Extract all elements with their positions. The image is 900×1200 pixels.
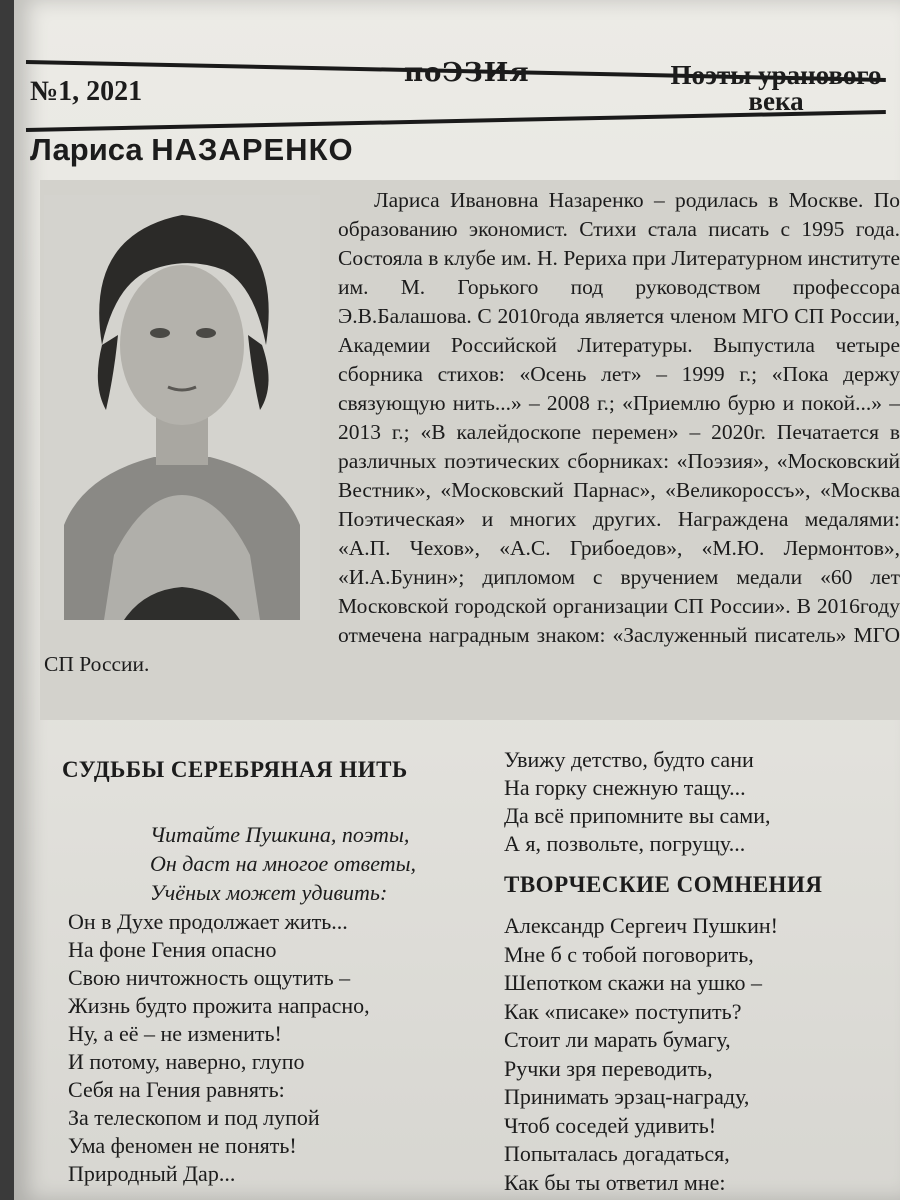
poem-line: Ну, а её – не изменить! (68, 1021, 282, 1046)
poem-line: И потому, наверно, глупо (68, 1049, 305, 1074)
poem-line: На горку снежную тащу... (504, 775, 746, 800)
poem2-text (504, 912, 900, 1197)
poem-line: Принимать эрзац-награду, (504, 1084, 750, 1109)
issue-number: №1, 2021 (30, 76, 143, 107)
author-surname: НАЗАРЕНКО (151, 132, 354, 167)
bio-paragraph: Лариса Ивановна Назаренко – родилась в Москве. По образованию экономист. Стихи стала писать с 1995 года. Состояла в клубе им. Н. Рериха при Литературном институте им. М. Горького под руководством профессора Э.В.Балашова. С 2010года является членом МГО СП России, Академии Российской Литературы. Выпустила четыре сборника стихов: «Осень лет» – 1999 г.; «Пока держу связующую нить...» – 2008 г.; «Приемлю бурю и покой...» – 2013 г.; «В калейдоскопе перемен» – 2020г. Печатается в различных поэтических сборниках: «Поэзия», «Московский Вестник», «Московский Парнас», «Великороссъ», «Москва Поэтическая» и многих других. Награждена медалями: «А.П. Чехов», «А.С. Грибоедов», «М.Ю. Лермонтов», «И.А.Бунин»; дипломом с вручением медали «60 лет Московской городской организации СП России». В 2016году отмечена наградным знаком: «Заслуженный писатель» МГО СП России. (44, 188, 900, 676)
poem-line: За телескопом и под лупой (68, 1105, 320, 1130)
poem-line: Мне б с тобой поговорить, (504, 941, 754, 967)
poem-line: Да всё припомните вы сами, (504, 803, 771, 828)
poem-line: Шепотком скажи на ушко – (504, 970, 763, 995)
poem-line: Увижу детство, будто сани (504, 747, 754, 772)
author-first-name: Лариса (30, 132, 143, 167)
series-title: Поэты уранового века (670, 60, 882, 116)
poem-line: Александр Сергеич Пушкин! (504, 913, 778, 938)
epigraph-line: Он даст на многое ответы, (150, 851, 416, 876)
photo-spacer (44, 186, 338, 622)
poem-line: А я, позвольте, погрущу... (504, 831, 746, 856)
poem-line: Ума феномен не понять! (68, 1133, 297, 1158)
poem2-title: ТВОРЧЕСКИЕ СОМНЕНИЯ (504, 872, 823, 897)
poem-line: Чтоб соседей удивить! (504, 1112, 717, 1138)
poem-line: На фоне Гения опасно (68, 937, 277, 962)
poem-line: Как «писаке» поступить? (504, 998, 742, 1024)
section-name: поЭЗИя (404, 58, 530, 88)
epigraph-line: Читайте Пушкина, поэты, (150, 822, 410, 847)
poem-line: Стоит ли марать бумагу, (504, 1027, 731, 1052)
poem-line: Природный Дар... (68, 1161, 236, 1186)
poem-line: Он в Духе продолжает жить... (68, 909, 348, 934)
poem-line: Жизнь будто прожита напрасно, (68, 993, 370, 1018)
author-name (30, 132, 354, 168)
bio-text (44, 186, 900, 679)
poem1-epigraph (150, 820, 490, 907)
epigraph-line: Учёных может удивить: (150, 880, 388, 905)
poem1-title: СУДЬБЫ СЕРЕБРЯНАЯ НИТЬ (62, 757, 408, 782)
poem-line: Как бы ты ответил мне: (504, 1169, 726, 1195)
poem-line: Ручки зря переводить, (504, 1055, 713, 1081)
poem1-text (68, 908, 488, 1188)
poem-line: Свою ничтожность ощутить – (68, 965, 351, 990)
poem-line: Себя на Гения равнять: (68, 1077, 285, 1102)
poem-line: Попыталась догадаться, (504, 1141, 730, 1166)
poem1-continuation (504, 746, 900, 858)
